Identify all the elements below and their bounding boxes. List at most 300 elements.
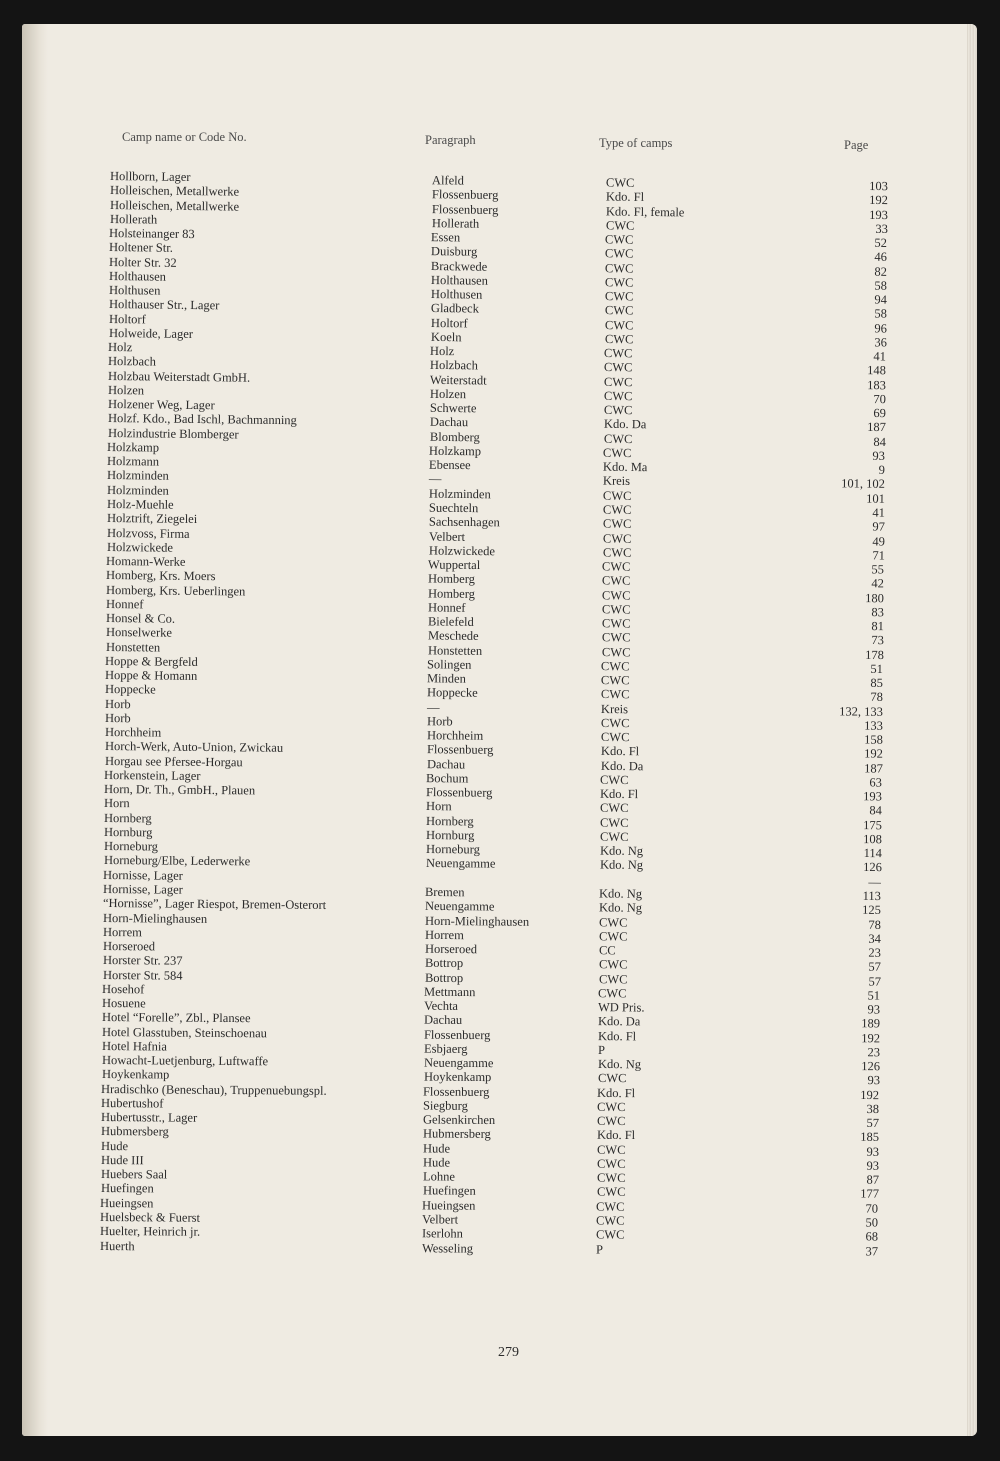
camp-name-cell: Holzkamp	[107, 439, 160, 455]
camp-name-cell: Hubmersberg	[101, 1124, 169, 1139]
camp-name-cell: Hotel Hafnia	[101, 1038, 167, 1054]
camp-type-cell: CWC	[600, 772, 629, 787]
page-ref-cell: 187	[866, 420, 886, 435]
camp-name-cell: Hosuene	[102, 996, 147, 1011]
camp-name-cell: Horn	[104, 796, 130, 811]
camp-type-cell: CWC	[603, 388, 633, 404]
book-spine	[22, 24, 48, 1436]
paragraph-cell: Holzbach	[430, 358, 479, 373]
page-ref-cell: 93	[866, 1158, 879, 1173]
camp-type-cell: CWC	[602, 559, 631, 574]
page-ref-cell: 189	[861, 1016, 881, 1031]
camp-name-cell: Hornberg	[103, 810, 152, 826]
page-ref-cell: 125	[862, 903, 882, 918]
camp-name-cell: Horster Str. 584	[102, 967, 183, 983]
page-ref-cell: 57	[868, 959, 881, 974]
page-ref-cell: 36	[873, 335, 887, 350]
paragraph-cell: Horseroed	[424, 941, 477, 957]
paragraph-cell: Velbert	[428, 529, 465, 544]
camp-name-cell: Holzener Weg, Lager	[107, 397, 215, 413]
camp-name-cell: Hotel Glasstuben, Steinschoenau	[101, 1024, 267, 1040]
camp-type-cell: Kdo. Ng	[599, 900, 643, 916]
paragraph-cell: Honstetten	[427, 642, 482, 658]
page-ref-cell: 58	[874, 306, 887, 321]
camp-type-cell: CWC	[603, 403, 633, 418]
camp-type-cell: CWC	[596, 1156, 626, 1171]
camp-name-cell: Hornburg	[103, 824, 153, 840]
camp-name-cell: Holztrift, Ziegelei	[106, 511, 198, 527]
camp-type-cell: CWC	[602, 502, 632, 517]
paragraph-cell: Homberg	[428, 585, 476, 601]
paragraph-cell: Flossenbuerg	[426, 785, 493, 800]
paragraph-cell: Bochum	[426, 771, 469, 786]
camp-name-cell: Horb	[104, 710, 131, 726]
camp-type-cell: CWC	[598, 914, 628, 930]
camp-name-cell: Holweide, Lager	[108, 325, 193, 341]
paragraph-cell: Flossenbuerg	[431, 201, 499, 217]
paragraph-cell: Flossenbuerg	[423, 1084, 490, 1099]
camp-type-cell: Kreis	[600, 701, 629, 716]
page-edge	[967, 24, 977, 1436]
paragraph-cell: Holthausen	[430, 272, 489, 288]
header-camp-name: Camp name or Code No.	[122, 130, 247, 144]
paragraph-cell: Velbert	[422, 1212, 459, 1227]
camp-name-cell: Hradischko (Beneschau), Truppenuebungspl.	[101, 1081, 328, 1098]
paragraph-cell: Koeln	[430, 329, 462, 345]
camp-type-cell: Kdo. Ng	[597, 1057, 641, 1072]
paragraph-cell: Schwerte	[429, 400, 477, 416]
paragraph-cell: Horn	[426, 799, 452, 814]
header-paragraph: Paragraph	[425, 133, 476, 147]
camp-type-cell: Kdo. Fl	[600, 786, 639, 802]
paragraph-cell: Hoykenkamp	[423, 1069, 491, 1085]
page-ref-cell: 126	[860, 1059, 880, 1074]
camp-type-cell: CWC	[604, 360, 633, 375]
camp-name-cell: Holtener Str.	[109, 240, 174, 256]
camp-type-cell: CWC	[604, 331, 634, 347]
page-ref-cell: 73	[871, 633, 884, 648]
paragraph-cell: Holthusen	[430, 287, 483, 302]
page-ref-cell: 82	[874, 264, 888, 279]
camp-type-cell: CWC	[597, 1071, 627, 1086]
camp-type-cell: CWC	[605, 232, 634, 247]
camp-type-cell: P	[595, 1241, 603, 1257]
camp-type-cell: Kdo. Da	[600, 758, 643, 773]
paragraph-cell: Flossenbuerg	[431, 187, 499, 203]
camp-name-cell: Holzindustrie Blomberger	[107, 425, 239, 442]
page-ref-cell: 148	[867, 363, 887, 378]
page-ref-cell: 70	[865, 1201, 879, 1216]
paragraph-cell: Iserlohn	[422, 1226, 464, 1241]
paragraph-cell: Wuppertal	[428, 557, 481, 573]
camp-name-cell: Holzbach	[108, 354, 157, 369]
paragraph-cell: Horn-Mielinghausen	[424, 913, 530, 929]
camp-type-cell: CWC	[604, 374, 633, 389]
camp-name-cell: Holzbau Weiterstadt GmbH.	[108, 368, 251, 385]
camp-type-cell: CWC	[597, 1113, 626, 1129]
page-ref-cell: 71	[871, 548, 885, 563]
page-ref-cell: 93	[867, 1002, 881, 1017]
page-ref-cell: 84	[869, 803, 883, 818]
camp-name-cell: Horn-Mielinghausen	[103, 910, 208, 926]
camp-name-cell: Horneburg	[103, 839, 158, 854]
page-ref-cell: 132, 133	[839, 704, 884, 719]
camp-name-cell: Holleischen, Metallwerke	[109, 183, 240, 199]
paragraph-cell: Suechteln	[428, 500, 479, 516]
camp-type-cell: CWC	[599, 815, 629, 830]
paragraph-cell: Meschede	[427, 628, 479, 644]
camp-type-cell: CWC	[602, 545, 632, 560]
camp-name-cell: Horb	[104, 696, 131, 711]
camp-name-cell: Holz	[108, 340, 133, 355]
camp-name-cell: Hosehof	[102, 981, 145, 997]
camp-name-cell: Horgau see Pfersee-Horgau	[104, 753, 243, 769]
camp-name-cell: Holzen	[107, 382, 145, 398]
paragraph-cell: Weiterstadt	[430, 372, 487, 388]
camp-name-cell: Horneburg/Elbe, Lederwerke	[103, 853, 250, 869]
paragraph-cell: Bottrop	[424, 970, 463, 985]
camp-type-cell: P	[597, 1042, 605, 1057]
camp-type-cell: Kdo. Da	[603, 417, 647, 432]
camp-type-cell: CWC	[598, 929, 628, 944]
camp-type-cell: Kdo. Ng	[599, 886, 643, 901]
camp-name-cell: Holleischen, Metallwerke	[109, 197, 239, 214]
camp-name-cell: Howacht-Luetjenburg, Luftwaffe	[101, 1053, 268, 1069]
page-ref-cell: 38	[866, 1101, 880, 1116]
camp-name-cell: Hubertusstr., Lager	[101, 1110, 198, 1125]
camp-type-cell: CWC	[603, 431, 633, 446]
page-ref-cell: 126	[862, 860, 882, 875]
paragraph-cell: Huefingen	[422, 1183, 476, 1199]
camp-type-cell: CWC	[604, 346, 633, 361]
page-ref-cell: 175	[863, 817, 883, 833]
paragraph-cell: Horchheim	[426, 728, 484, 743]
paragraph-cell: Hude	[422, 1141, 451, 1156]
camp-type-cell: CWC	[596, 1199, 625, 1214]
page-ref-cell: 192	[868, 193, 888, 208]
page-ref-cell: 57	[866, 1116, 880, 1131]
camp-name-cell: Holthauser Str., Lager	[108, 297, 220, 313]
page-ref-cell: 177	[859, 1187, 879, 1202]
paragraph-cell: Hueingsen	[422, 1198, 476, 1213]
camp-type-cell: CC	[598, 943, 616, 958]
camp-type-cell: Kdo. Ng	[599, 858, 643, 873]
camp-name-cell: Holthausen	[108, 268, 167, 284]
page-ref-cell: 70	[873, 391, 887, 407]
camp-type-cell: CWC	[605, 246, 634, 261]
paragraph-cell: Siegburg	[423, 1098, 469, 1113]
paragraph-cell: Ebensee	[429, 457, 472, 473]
page-ref-cell: 87	[866, 1172, 879, 1187]
paragraph-cell: Duisburg	[431, 244, 478, 259]
page-ref-cell: 68	[865, 1229, 879, 1244]
camp-name-cell: Hornisse, Lager	[103, 882, 184, 897]
camp-type-cell: Kdo. Da	[598, 1014, 641, 1029]
camp-type-cell: CWC	[604, 289, 634, 304]
paragraph-cell: Brackwede	[431, 258, 488, 274]
camp-type-cell: CWC	[601, 673, 630, 688]
camp-name-cell: Homberg, Krs. Moers	[106, 568, 216, 584]
camp-name-cell: Hoppe & Bergfeld	[105, 653, 199, 669]
camp-name-cell: Honnef	[105, 596, 144, 612]
page-ref-cell: 63	[869, 775, 883, 790]
camp-name-cell: Hollborn, Lager	[109, 169, 191, 185]
camp-name-cell: “Hornisse”, Lager Riespot, Bremen-Osterort	[103, 896, 327, 913]
paragraph-cell: Dachau	[424, 1012, 463, 1028]
paragraph-cell: Horrem	[424, 927, 464, 942]
page-ref-cell: 97	[872, 519, 885, 534]
camp-type-cell: CWC	[596, 1170, 626, 1186]
paragraph-cell: Holzminden	[428, 486, 491, 502]
camp-type-cell: CWC	[601, 616, 631, 631]
camp-name-cell: Huefingen	[100, 1181, 154, 1196]
page-ref-cell: 93	[867, 1073, 880, 1088]
camp-type-cell: CWC	[597, 1099, 626, 1114]
camp-name-cell: Holtorf	[108, 311, 146, 327]
camp-type-cell: CWC	[598, 986, 627, 1001]
camp-type-cell: CWC	[596, 1185, 626, 1200]
paragraph-cell: Minden	[427, 671, 467, 686]
paragraph-cell: Holtorf	[430, 315, 468, 330]
page-ref-cell: 183	[867, 377, 887, 392]
camp-type-cell: CWC	[600, 715, 630, 731]
camp-type-cell: Kdo. Fl, female	[605, 203, 685, 219]
camp-type-cell: CWC	[601, 602, 631, 617]
camp-type-cell: Kdo. Ng	[599, 843, 643, 859]
camp-type-cell: Kdo. Fl	[597, 1085, 636, 1100]
page-ref-cell: 58	[874, 278, 888, 293]
camp-name-cell: Horn, Dr. Th., GmbH., Plauen	[104, 782, 256, 798]
camp-name-cell: Huebers Saal	[100, 1167, 168, 1182]
camp-type-cell: CWC	[596, 1213, 625, 1228]
paragraph-cell: Hude	[422, 1155, 450, 1170]
camp-name-cell: Holzminden	[106, 482, 169, 498]
camp-type-cell: CWC	[599, 829, 629, 844]
camp-type-cell: CWC	[601, 630, 631, 645]
camp-type-cell: CWC	[602, 587, 631, 603]
page-ref-cell: 23	[868, 945, 881, 960]
camp-name-cell: Holzmann	[107, 454, 160, 469]
paragraph-cell: Flossenbuerg	[423, 1027, 491, 1042]
page-ref-cell: 41	[872, 505, 885, 520]
camp-type-cell: Kreis	[603, 474, 631, 489]
paragraph-cell: Bottrop	[424, 956, 463, 971]
page-ref-cell: 185	[860, 1130, 880, 1145]
camp-name-cell: Holzvoss, Firma	[106, 525, 190, 541]
paragraph-cell: —	[426, 699, 440, 714]
page-ref-cell: 84	[872, 434, 886, 449]
paragraph-cell: Holzwickede	[428, 543, 495, 559]
page-ref-cell: 178	[864, 647, 884, 662]
page-ref-cell: 85	[870, 675, 884, 691]
paragraph-cell: Esbjaerg	[423, 1041, 468, 1056]
paragraph-cell: Solingen	[427, 657, 472, 672]
camp-name-cell: Hude	[100, 1138, 129, 1153]
camp-type-cell: Kdo. Fl	[596, 1128, 636, 1143]
paragraph-cell: Gladbeck	[430, 301, 479, 316]
camp-type-cell: CWC	[600, 801, 629, 816]
page-ref-cell: 50	[865, 1215, 879, 1230]
paragraph-cell: Vechta	[424, 998, 459, 1014]
page-ref-cell: 193	[868, 207, 888, 222]
page-ref-cell: 192	[860, 1087, 880, 1102]
paragraph-cell: Hollerath	[431, 215, 479, 231]
page-ref-cell: 42	[871, 576, 885, 591]
camp-name-cell: Horch-Werk, Auto-Union, Zwickau	[104, 739, 283, 756]
camp-type-cell: CWC	[602, 516, 632, 532]
page-ref-cell: 187	[863, 761, 883, 776]
camp-name-cell: Hotel “Forelle”, Zbl., Plansee	[102, 1010, 251, 1026]
page-ref-cell: 180	[865, 590, 885, 605]
camp-name-cell: Hornisse, Lager	[103, 867, 184, 883]
paragraph-cell: Flossenbuerg	[426, 742, 494, 758]
page-ref-cell: 94	[874, 292, 887, 307]
camp-type-cell: CWC	[604, 317, 634, 333]
camp-name-cell: Honselwerke	[105, 625, 172, 641]
camp-name-cell: Hubertushof	[101, 1095, 164, 1111]
paragraph-cell: Blomberg	[429, 429, 480, 444]
paragraph-cell: —	[429, 472, 442, 487]
book-page	[22, 24, 977, 1436]
page-ref-cell: 101	[866, 491, 886, 506]
camp-name-cell: Homberg, Krs. Ueberlingen	[106, 582, 246, 599]
camp-type-cell: CWC	[604, 275, 634, 290]
header-type-of-camps: Type of camps	[599, 136, 673, 150]
camp-type-cell: CWC	[605, 218, 635, 233]
camp-name-cell: Hoppecke	[105, 682, 156, 697]
page-ref-cell: 52	[874, 235, 888, 250]
camp-name-cell: Holsteinanger 83	[109, 226, 196, 242]
paragraph-cell: Bremen	[425, 884, 465, 900]
paragraph-cell: Honnef	[427, 600, 466, 615]
page-ref-cell: 33	[874, 221, 888, 236]
camp-type-cell: CWC	[602, 488, 632, 503]
camp-name-cell: Huelsbeck & Fuerst	[100, 1209, 201, 1225]
paragraph-cell: Holzkamp	[429, 443, 482, 459]
camp-type-cell: CWC	[603, 445, 632, 460]
page-ref-cell: 78	[868, 917, 882, 932]
page-ref-cell: 114	[863, 846, 882, 861]
camp-type-cell: CWC	[596, 1227, 625, 1242]
paragraph-cell: Wesseling	[421, 1240, 474, 1256]
page-ref-cell: 9	[878, 463, 886, 478]
page-ref-cell: 108	[863, 832, 882, 847]
camp-name-cell: Holz-Muehle	[106, 496, 174, 512]
paragraph-cell: Holz	[430, 344, 455, 359]
camp-name-cell: Holter Str. 32	[109, 254, 177, 270]
camp-name-cell: Holzf. Kdo., Bad Ischl, Bachmanning	[107, 411, 297, 428]
camp-type-cell: CWC	[601, 644, 631, 660]
camp-name-cell: Hueingsen	[100, 1195, 154, 1211]
page-ref-cell: 46	[874, 250, 888, 265]
paragraph-cell: Neuengamme	[423, 1055, 494, 1071]
page-ref-cell: 34	[868, 931, 881, 946]
paragraph-cell: Homberg	[428, 571, 476, 587]
header-page: Page	[844, 138, 869, 152]
camp-name-cell: Horster Str. 237	[102, 953, 183, 968]
page-ref-cell: 158	[863, 732, 883, 747]
page-ref-cell: 193	[863, 789, 883, 804]
camp-name-cell: Horkenstein, Lager	[104, 767, 201, 783]
page-ref-cell: 83	[871, 604, 885, 620]
camp-type-cell: Kdo. Fl	[600, 744, 639, 759]
camp-type-cell: CWC	[604, 303, 634, 318]
page-ref-cell: 81	[871, 619, 884, 634]
camp-name-cell: Hoykenkamp	[101, 1067, 170, 1082]
camp-type-cell: CWC	[601, 687, 630, 702]
paragraph-cell: Bielefeld	[427, 614, 474, 629]
page-ref-cell: 133	[864, 718, 883, 733]
camp-type-cell: Kdo. Ma	[603, 459, 648, 475]
page-ref-cell: 55	[871, 562, 885, 577]
camp-name-cell: Huelter, Heinrich jr.	[100, 1224, 201, 1239]
camp-type-cell: CWC	[598, 957, 628, 972]
paragraph-cell: Lohne	[422, 1169, 455, 1184]
paragraph-cell: Neuengamme	[425, 856, 496, 872]
camp-name-cell: Honstetten	[105, 639, 160, 655]
camp-name-cell: Holthusen	[108, 283, 161, 298]
paragraph-cell: Dachau	[426, 756, 465, 772]
paragraph-cell: Hornburg	[425, 827, 475, 843]
camp-type-cell: WD Pris.	[598, 1000, 645, 1015]
page-ref-cell: 23	[867, 1045, 880, 1060]
page-ref-cell: 192	[861, 1030, 881, 1045]
page-ref-cell: 37	[865, 1243, 879, 1258]
page-ref-cell: 103	[869, 178, 889, 194]
paragraph-cell: Horb	[426, 714, 453, 729]
page-ref-cell: 49	[872, 533, 885, 549]
camp-name-cell: Homann-Werke	[106, 554, 186, 569]
camp-type-cell: Kdo. Fl	[605, 189, 645, 205]
camp-type-cell: CWC	[600, 730, 630, 745]
page-ref-cell: 101, 102	[841, 476, 886, 492]
page-ref-cell: 51	[867, 988, 881, 1003]
camp-name-cell: Huerth	[99, 1238, 135, 1253]
camp-name-cell: Horrem	[102, 924, 142, 940]
camp-name-cell: Hude III	[100, 1152, 144, 1168]
page-ref-cell: 78	[870, 690, 884, 705]
page-ref-cell: 192	[863, 746, 883, 762]
page-number: 279	[498, 1345, 519, 1360]
camp-type-cell: CWC	[602, 530, 632, 546]
page-ref-cell: 113	[862, 888, 882, 904]
camp-type-cell: CWC	[602, 573, 631, 588]
camp-type-cell: CWC	[601, 658, 630, 674]
camp-type-cell: CWC	[596, 1142, 626, 1157]
camp-name-cell: Honsel & Co.	[105, 611, 176, 626]
camp-name-cell: Horchheim	[104, 725, 162, 740]
camp-type-cell: CWC	[605, 260, 634, 276]
paragraph-cell: Mettmann	[424, 984, 476, 999]
paragraph-cell: Hubmersberg	[422, 1126, 491, 1142]
paragraph-cell: Hornberg	[425, 813, 474, 829]
paragraph-cell: Essen	[431, 230, 461, 245]
page-ref-cell: 69	[873, 406, 886, 421]
camp-name-cell: Horseroed	[102, 939, 155, 954]
page-ref-cell: 41	[873, 349, 887, 364]
camp-name-cell: Hollerath	[109, 211, 157, 227]
page-ref-cell: —	[868, 874, 882, 889]
camp-type-cell: Kdo. Fl	[597, 1028, 637, 1043]
paragraph-cell: Gelsenkirchen	[423, 1112, 496, 1128]
camp-type-cell: CWC	[598, 971, 628, 987]
paragraph-cell: Sachsenhagen	[428, 514, 500, 530]
camp-name-cell: Holzwickede	[106, 539, 173, 555]
paragraph-cell: Dachau	[429, 415, 468, 430]
page-ref-cell: 96	[874, 320, 887, 336]
page-ref-cell: 51	[870, 661, 884, 676]
paragraph-cell: Hoppecke	[427, 685, 478, 701]
